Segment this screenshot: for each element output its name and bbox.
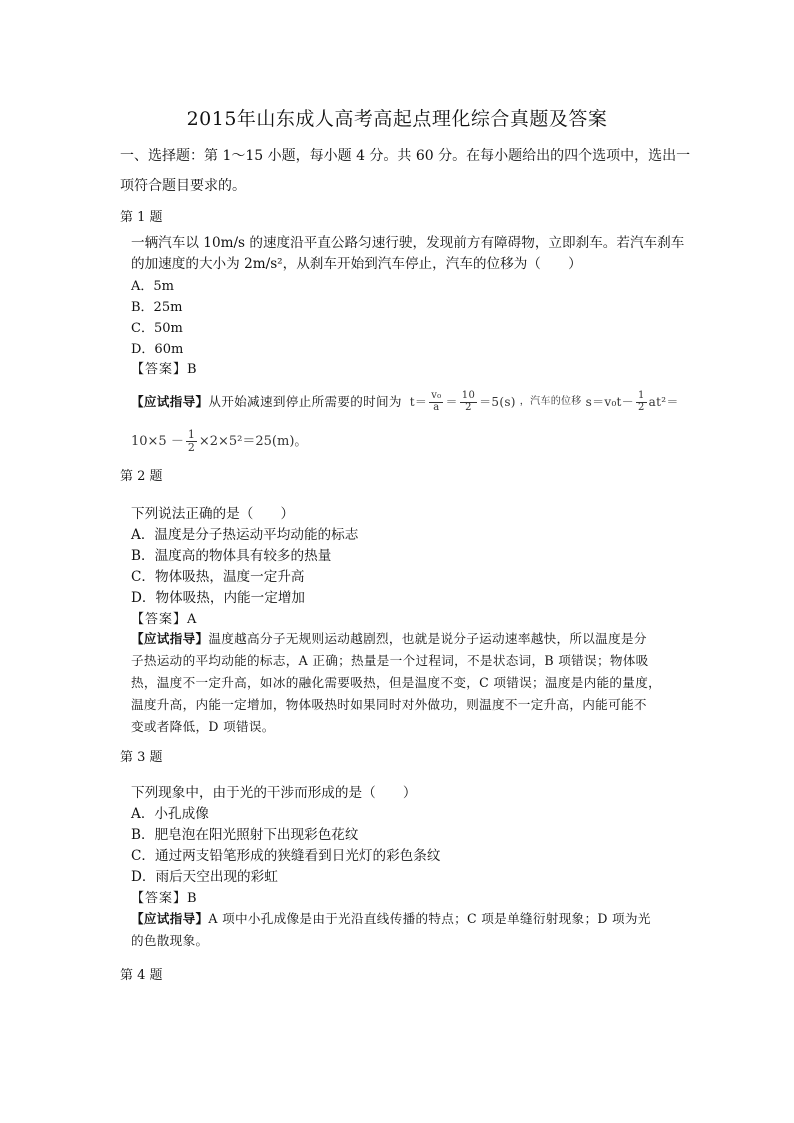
section-instructions-line-2: 项符合题目要求的。 [120, 178, 246, 194]
formula-s-lhs: s＝v₀t－ [585, 395, 634, 409]
question-1-answer: 【答案】B [131, 362, 198, 377]
question-2-answer: 【答案】A [131, 612, 198, 627]
formula-t-lhs: t＝ [409, 395, 428, 409]
fraction-numerator: 1 [187, 427, 195, 441]
question-2-guide-line-4: 温度升高，内能一定增加，物体吸热时如果同时对外做功，则温度不一定升高，内能可能不 [131, 697, 647, 712]
question-3-option-a: A．小孔成像 [131, 806, 209, 822]
fraction-denominator: 2 [465, 401, 472, 413]
formula-fraction-one-half-2 [186, 429, 197, 453]
fraction-numerator: 1 [637, 390, 645, 401]
question-1-guide-label: 【应试指导】 [131, 393, 209, 409]
question-1-option-b: B．25m [131, 300, 183, 315]
question-3-guide-line-2: 的色散现象。 [131, 933, 209, 948]
question-2-guide-line-5: 变或者降低，D 项错误。 [131, 719, 275, 734]
question-2-option-c: C．物体吸热，温度一定升高 [131, 569, 305, 585]
formula-fraction-v0-over-a [429, 391, 443, 413]
question-2-guide-text-1: 温度越高分子无规则运动越剧烈，也就是说分子运动速率越快，所以温度是分 [208, 631, 647, 646]
question-3-guide-label: 【应试指导】 [131, 911, 209, 926]
page-title: 2015年山东成人高考高起点理化综合真题及答案 [186, 108, 608, 130]
question-3-option-b: B．肥皂泡在阳光照射下出现彩色花纹 [131, 827, 359, 843]
question-4-heading: 第 4 题 [120, 968, 163, 983]
fraction-denominator: 2 [187, 440, 195, 454]
fraction-denominator: a [433, 401, 440, 413]
question-1-stem-line-1: 一辆汽车以 10m/s 的速度沿平直公路匀速行驶，发现前方有障碍物，立即刹车。若汽车刹车 [131, 235, 685, 251]
question-1-guide [131, 390, 679, 414]
fraction-numerator: v₀ [431, 390, 442, 401]
question-2-stem: 下列说法正确的是（ ） [131, 506, 295, 522]
formula-equals: ＝ [445, 395, 458, 409]
fraction-denominator: 2 [637, 401, 645, 413]
formula-line-2 [131, 429, 307, 453]
question-1-time-formula [410, 391, 679, 413]
question-3-option-c: C．通过两支铅笔形成的狭缝看到日光灯的彩色条纹 [131, 848, 441, 864]
formula-at-squared: at²＝ [648, 395, 679, 409]
question-2-guide-line-3: 热，温度不一定升高，如冰的融化需要吸热，但是温度不变，C 项错误；温度是内能的量度， [131, 675, 661, 690]
question-3-guide-text-1: A 项中小孔成像是由于光沿直线传播的特点；C 项是单缝衍射现象；D 项为光 [208, 911, 651, 926]
question-2-guide-line-1 [131, 633, 647, 646]
question-3-option-d: D．雨后天空出现的彩虹 [131, 869, 278, 885]
formula-result-25m: ×2×5²＝25(m)。 [198, 433, 308, 449]
fraction-numerator: 10 [461, 390, 476, 401]
question-3-heading: 第 3 题 [120, 750, 163, 765]
formula-displacement-label: ，汽车的位移 [519, 396, 582, 407]
question-1-guide-text: 从开始减速到停止所需要的时间为 [208, 393, 402, 409]
section-instructions-line-1: 一、选择题：第 1～15 小题，每小题 4 分。共 60 分。在每小题给出的四个选项中，选出一 [120, 148, 691, 164]
question-3-answer: 【答案】B [131, 891, 198, 906]
question-1-option-d: D．60m [131, 342, 184, 357]
question-1-heading: 第 1 题 [120, 210, 163, 225]
formula-fraction-10-over-2 [460, 391, 477, 413]
formula-10x5: 10×5 － [131, 433, 184, 449]
question-2-option-b: B．温度高的物体具有较多的热量 [131, 548, 332, 564]
formula-fraction-one-half [636, 391, 647, 413]
question-2-guide-label: 【应试指导】 [131, 631, 209, 646]
question-3-stem: 下列现象中，由于光的干涉而形成的是（ ） [131, 785, 417, 801]
question-1-option-a: A．5m [131, 279, 174, 294]
question-1-displacement-formula [131, 428, 307, 454]
question-1-stem-line-2: 的加速度的大小为 2m/s²，从刹车开始到汽车停止，汽车的位移为（ ） [131, 256, 582, 272]
question-2-heading: 第 2 题 [120, 469, 163, 484]
question-3-guide-line-1 [131, 913, 651, 926]
question-2-option-d: D．物体吸热，内能一定增加 [131, 590, 306, 606]
question-2-option-a: A．温度是分子热运动平均动能的标志 [131, 527, 359, 543]
question-2-guide-line-2: 子热运动的平均动能的标志，A 正确；热量是一个过程词，不是状态词，B 项错误；物体吸 [131, 653, 649, 668]
question-1-option-c: C．50m [131, 321, 183, 336]
formula-time-result: ＝5(s) [479, 395, 516, 409]
